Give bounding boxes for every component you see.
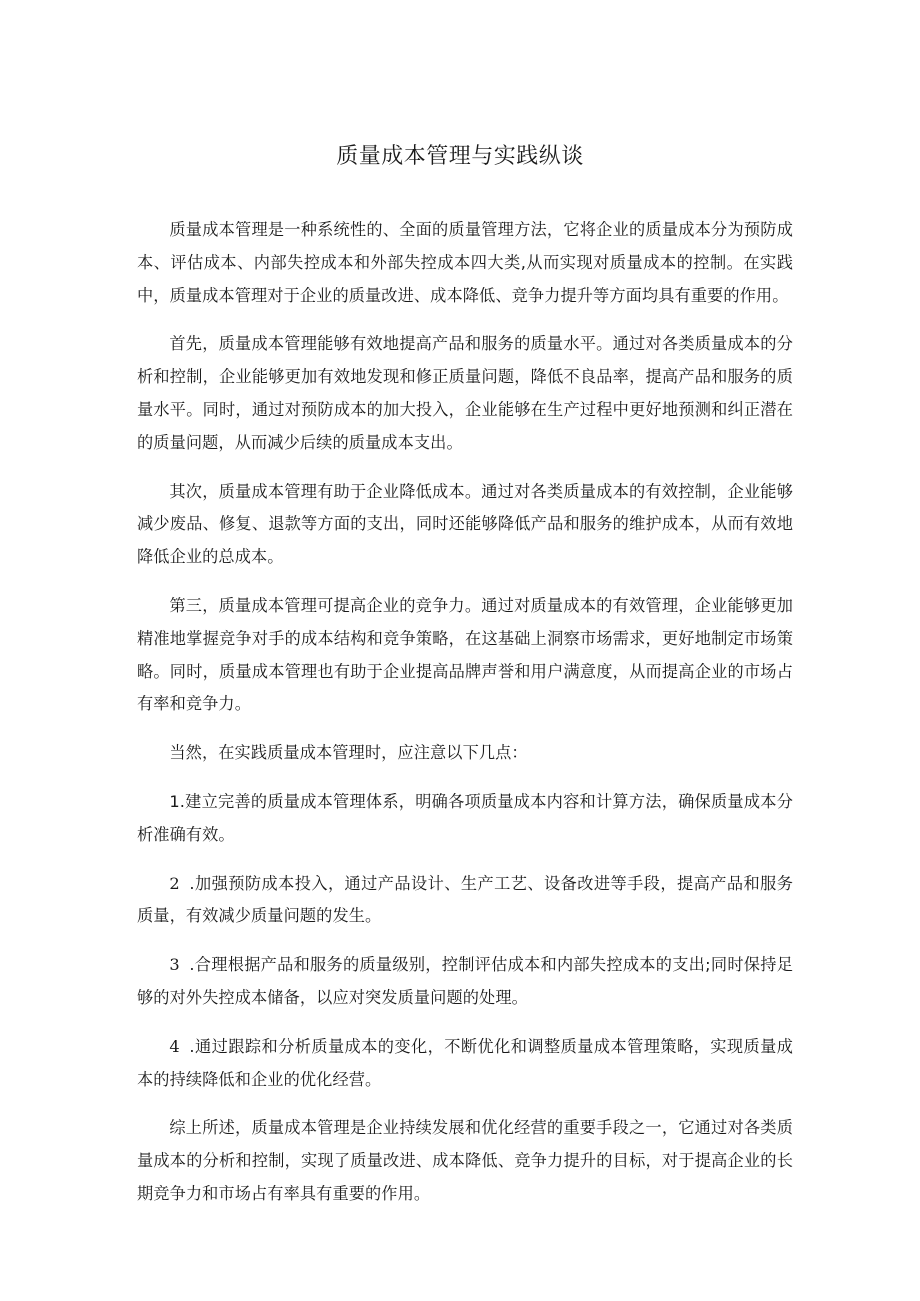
- list-item-3: [137, 949, 793, 1015]
- list-item-text: .加强预防成本投入，通过产品设计、生产工艺、设备改进等手段，提高产品和服务质量，有效减少质量问题的发生。: [137, 873, 793, 926]
- list-item-text: .合理根据产品和服务的质量级别，控制评估成本和内部失控成本的支出;同时保持足够的对外失控成本储备，以应对突发质量问题的处理。: [137, 955, 793, 1007]
- paragraph-notes-lead: 当然，在实践质量成本管理时，应注意以下几点：: [169, 743, 528, 763]
- paragraph-second: 其次，质量成本管理有助于企业降低成本。通过对各类质量成本的有效控制，企业能够减少废品、修复、退款等方面的支出，同时还能够降低产品和服务的维护成本，从而有效地降低企业的总成本。: [137, 481, 793, 567]
- document-title: 质量成本管理与实践纵谈: [336, 144, 584, 169]
- list-item-text: 1.建立完善的质量成本管理体系，明确各项质量成本内容和计算方法，确保质量成本分析准确有效。: [137, 791, 793, 844]
- paragraph-intro: 质量成本管理是一种系统性的、全面的质量管理方法，它将企业的质量成本分为预防成本、评估成本、内部失控成本和外部失控成本四大类,从而实现对质量成本的控制。在实践中，质量成本管理对于企业的质量改进、成本降低、竞争力提升等方面均具有重要的作用。: [137, 220, 793, 305]
- list-item-2: [137, 868, 793, 934]
- list-item-number: 2: [169, 873, 180, 893]
- list-item-text: .通过跟踪和分析质量成本的变化，不断优化和调整质量成本管理策略，实现质量成本的持续降低和企业的优化经营。: [137, 1036, 793, 1089]
- paragraph-first: 首先，质量成本管理能够有效地提高产品和服务的质量水平。通过对各类质量成本的分析和控制，企业能够更加有效地发现和修正质量问题，降低不良品率，提高产品和服务的质量水平。同时，通过对预防成本的加大投入，企业能够在生产过程中更好地预测和纠正潜在的质量问题，从而减少后续的质量成本支出。: [137, 334, 793, 452]
- list-item-1: [137, 786, 793, 852]
- list-item-4: [137, 1031, 793, 1097]
- paragraph-conclusion: 综上所述，质量成本管理是企业持续发展和优化经营的重要手段之一，它通过对各类质量成本的分析和控制，实现了质量改进、成本降低、竞争力提升的目标，对于提高企业的长期竞争力和市场占有率具有重要的作用。: [137, 1118, 793, 1203]
- paragraph-third: 第三，质量成本管理可提高企业的竞争力。通过对质量成本的有效管理，企业能够更加精准地掌握竞争对手的成本结构和竞争策略，在这基础上洞察市场需求，更好地制定市场策略。同时，质量成本管理也有助于企业提高品牌声誉和用户满意度，从而提高企业的市场占有率和竞争力。: [137, 595, 793, 714]
- document-body: [137, 214, 793, 1227]
- list-item-number: 4: [169, 1036, 180, 1056]
- list-item-number: 3: [169, 955, 180, 975]
